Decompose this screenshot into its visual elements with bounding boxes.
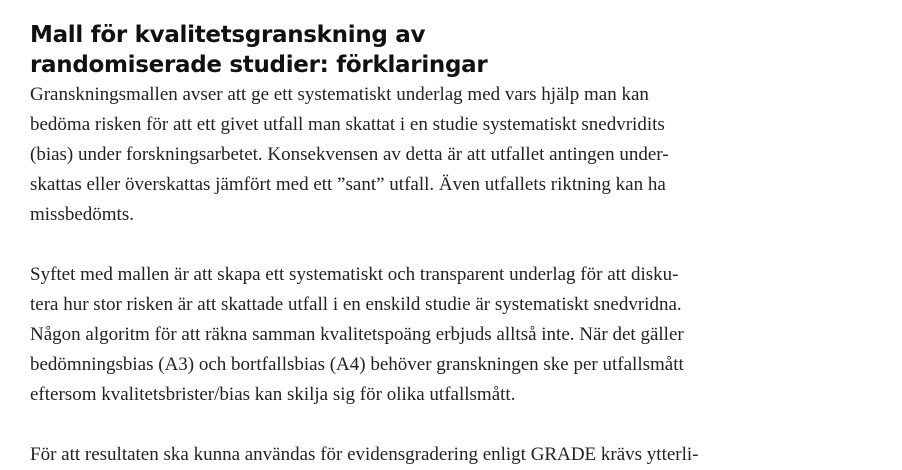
heading-line: randomiserade studier: förklaringar	[30, 52, 488, 78]
text-line: Någon algoritm för att räkna samman kvalitetspoäng erbjuds alltså inte. När det gäller	[30, 324, 684, 345]
text-line: eftersom kvalitetsbrister/bias kan skilja sig för olika utfallsmått.	[30, 384, 516, 405]
paragraph-intro	[30, 80, 750, 230]
text-line: För att resultaten ska kunna användas för evidensgradering enligt GRADE krävs ytterli-	[30, 444, 699, 465]
text-line: tera hur stor risken är att skattade utfall i en enskild studie är systematiskt snedvridna.	[30, 294, 682, 315]
paragraph-purpose	[30, 260, 750, 410]
text-line: bedöma risken för att ett givet utfall man skattat i en studie systematiskt snedvridits	[30, 114, 665, 135]
paragraph-grade	[30, 440, 750, 470]
text-line: Syftet med mallen är att skapa ett systematiskt och transparent underlag för att disku-	[30, 264, 679, 285]
text-line: Granskningsmallen avser att ge ett systematiskt underlag med vars hjälp man kan	[30, 84, 649, 105]
document-heading	[30, 20, 750, 80]
text-line: (bias) under forskningsarbetet. Konsekvensen av detta är att utfallet antingen under-	[30, 144, 669, 165]
text-line: bedömningsbias (A3) och bortfallsbias (A4) behöver granskningen ske per utfallsmått	[30, 354, 684, 375]
text-line: missbedömts.	[30, 204, 134, 225]
text-line: skattas eller överskattas jämfört med ett ”sant” utfall. Även utfallets riktning kan ha	[30, 174, 666, 195]
heading-line: Mall för kvalitetsgranskning av	[30, 22, 426, 48]
document-page	[30, 20, 750, 470]
